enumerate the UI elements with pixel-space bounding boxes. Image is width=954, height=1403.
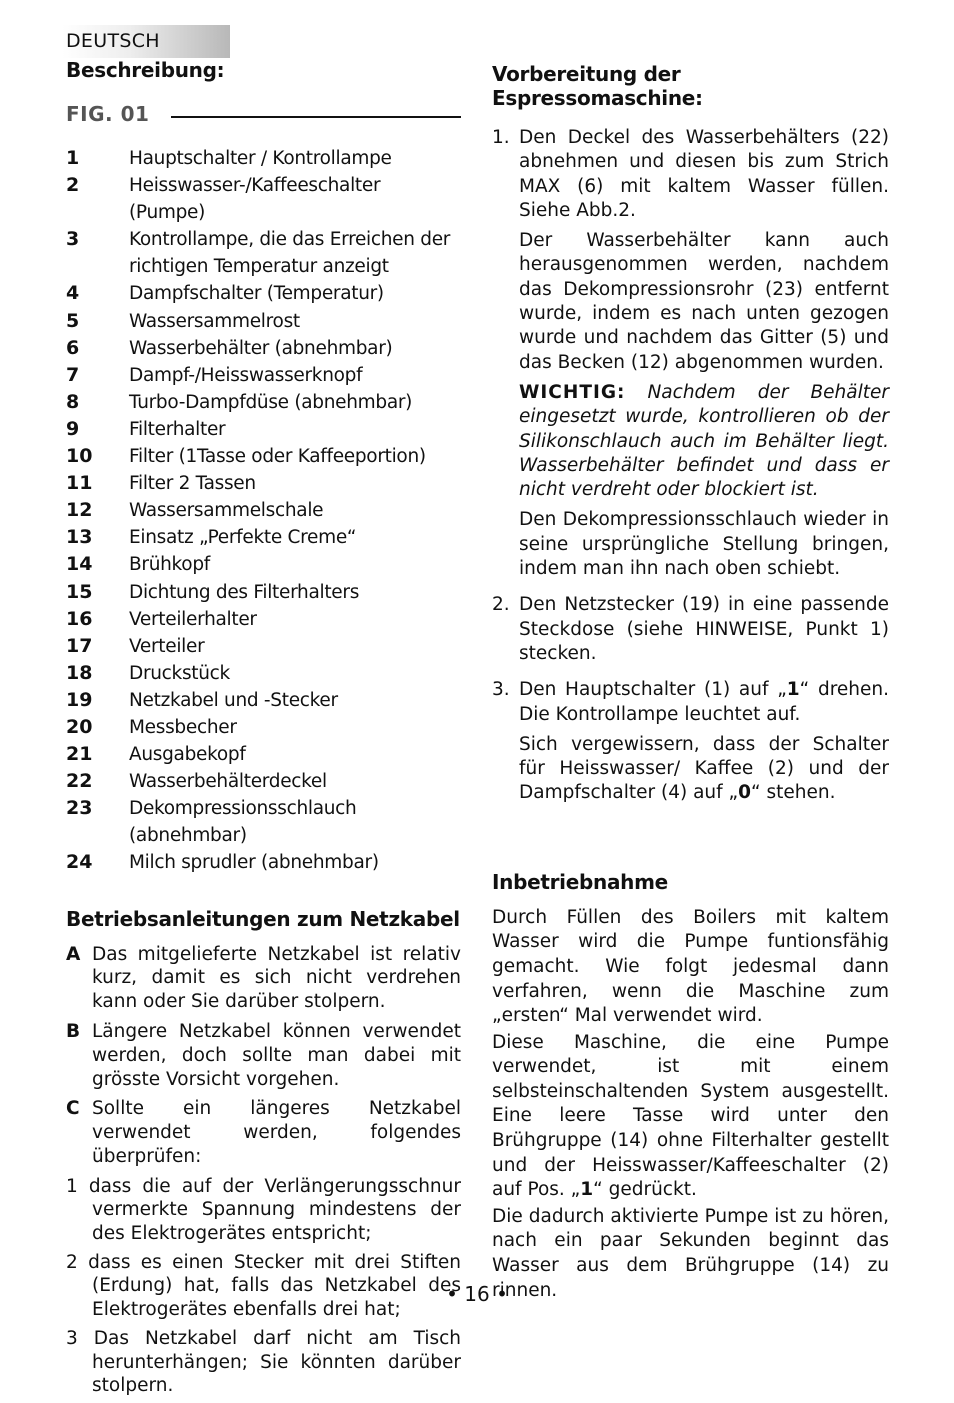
part-label: Wasserbehälter (abnehmbar)	[129, 337, 393, 359]
list-item	[66, 145, 461, 172]
list-item	[66, 524, 461, 551]
preparation-title: Vorbereitung der Espressomaschine:	[492, 62, 703, 110]
part-number: 15	[66, 580, 93, 603]
text-part: Den Hauptschalter (1) auf „	[519, 679, 787, 701]
part-number: 1	[66, 147, 80, 169]
check-item: 1 dass die auf der Verlängerungsschnur vermerkte Spannung mindestens der des Elektrogerätes entspricht;	[66, 1175, 461, 1244]
part-label: Druckstück	[129, 662, 230, 684]
step-2	[492, 593, 889, 672]
text-part: “ drehen. Die Kontrollampe leuchtet auf.	[519, 679, 889, 725]
page-number: • 16 •	[446, 1282, 508, 1306]
step-number: 1.	[492, 127, 510, 148]
part-number: 11	[66, 472, 93, 495]
step-text	[519, 733, 889, 806]
part-number: 21	[66, 743, 93, 766]
part-label: Filterhalter	[129, 418, 226, 440]
part-label: Turbo-Dampfdüse (abnehmbar)	[129, 391, 413, 413]
description-title: Beschreibung:	[66, 58, 225, 82]
part-label: Hauptschalter / Kontrollampe	[129, 148, 392, 169]
part-label: Dichtung des Filterhalters	[129, 581, 360, 603]
step-text: Den Netzstecker (19) in eine passende Steckdose (siehe HINWEISE, Punkt 1) stecken.	[519, 594, 889, 664]
step-text: Den Deckel des Wasserbehälters (22) abnehmen und diesen bis zum Strich MAX (6) mit kaltem Wasser füllen. Siehe Abb.2.	[519, 127, 889, 221]
part-number: 18	[66, 661, 93, 684]
part-number: 17	[66, 634, 93, 657]
part-number: 19	[66, 688, 93, 711]
step-text	[519, 678, 889, 727]
figure-rule	[171, 116, 461, 118]
list-item	[66, 633, 461, 660]
list-item	[66, 795, 461, 849]
important-text: Nachdem der Behälter eingesetzt wurde, kontrollieren ob der Silikonschlauch auch im Behälter liegt. Wasserbehälter befindet und dass er nicht verdreht oder blockiert ist.	[519, 381, 889, 501]
list-item	[66, 280, 461, 307]
switch-value: 1	[580, 1179, 594, 1201]
step-1	[492, 126, 889, 587]
startup-paragraph: Durch Füllen des Boilers mit kaltem Wasser wird die Pumpe funtionsfähig gemacht. Wie folgt jedesmal dann verfahren, wenn die Maschine zum „ersten“ Mal verwendet wird.	[492, 906, 889, 1027]
part-number: 12	[66, 499, 93, 522]
language-tab: DEUTSCH	[62, 25, 230, 58]
text-part: “ stehen.	[751, 782, 836, 804]
power-cord-instructions	[66, 943, 461, 1398]
step-body	[519, 126, 889, 587]
item-letter: C	[66, 1098, 80, 1120]
part-label: Einsatz „Perfekte Creme“	[129, 527, 357, 549]
part-number: 24	[66, 851, 93, 874]
switch-value: 1	[786, 679, 800, 701]
left-column	[66, 58, 461, 1403]
part-number: 6	[66, 336, 80, 359]
item-letter: A	[66, 943, 81, 965]
part-label: Wassersammelrost	[129, 310, 300, 332]
list-item	[66, 362, 461, 389]
part-number: 23	[66, 797, 93, 820]
switch-value: 0	[738, 782, 751, 804]
list-item	[66, 1020, 461, 1091]
part-label: Netzkabel und -Stecker	[129, 689, 338, 711]
item-letter: B	[66, 1020, 81, 1042]
list-item	[66, 416, 461, 443]
important-keyword: WICHTIG:	[519, 381, 626, 403]
figure-heading	[66, 102, 461, 126]
list-item	[66, 741, 461, 768]
item-text: Sollte ein längeres Netzkabel verwendet werden, folgendes überprüfen:	[92, 1098, 461, 1167]
list-item	[66, 443, 461, 470]
item-text: Längere Netzkabel können verwendet werden, doch sollte man dabei mit grösste Vorsicht vorgehen.	[92, 1020, 461, 1090]
list-item	[66, 226, 461, 280]
list-item	[66, 497, 461, 524]
part-number: 7	[66, 363, 80, 386]
list-item	[66, 579, 461, 606]
part-label: Dampfschalter (Temperatur)	[129, 283, 384, 305]
list-item	[66, 660, 461, 687]
part-label: Heisswasser-/Kaffeeschalter (Pumpe)	[129, 175, 381, 224]
list-item	[66, 768, 461, 795]
text-part: Sich vergewissern, dass der Schalter für Heisswasser/ Kaffee (2) und der Dampfschalter (4) auf „	[519, 733, 889, 804]
list-item	[66, 687, 461, 714]
list-item	[66, 470, 461, 497]
startup-paragraph: Die dadurch aktivierte Pumpe ist zu hören, nach ein paar Sekunden beginnt das Wasser aus dem Brühgruppe (14) zu rinnen.	[492, 1205, 889, 1301]
text-part: Diese Maschine, die eine Pumpe verwendet, ist mit einem selbsteinschaltenden System ausgestellt. Eine leere Tasse wird unter den Brühgruppe (14) ohne Filterhalter gestellt und der Heisswasser/Kaffeeschalter (2) auf Pos. „	[492, 1031, 889, 1201]
list-item	[66, 943, 461, 1014]
part-label: Verteilerhalter	[129, 608, 257, 630]
check-item: 2 dass es einen Stecker mit drei Stiften (Erdung) hat, falls das Netzkabel des Elektrogerätes ebenfalls drei hat;	[66, 1251, 461, 1320]
text-part: “ gedrückt.	[593, 1179, 697, 1201]
step-number: 3.	[492, 679, 510, 701]
step-body	[519, 678, 889, 811]
part-label: Filter (1Tasse oder Kaffeeportion)	[129, 446, 426, 468]
startup-paragraph	[492, 1031, 889, 1203]
part-label: Dampf-/Heisswasserknopf	[129, 364, 363, 386]
part-label: Wasserbehälterdeckel	[129, 771, 327, 793]
list-item	[66, 1097, 461, 1168]
check-item: 3 Das Netzkabel darf nicht am Tisch herunterhängen; Sie könnten darüber stolpern.	[66, 1328, 461, 1396]
part-number: 13	[66, 526, 93, 549]
step-3	[492, 678, 889, 811]
power-cord-title: Betriebsanleitungen zum Netzkabel	[66, 906, 460, 931]
list-item	[66, 308, 461, 335]
part-label: Ausgabekopf	[129, 744, 246, 766]
list-item	[66, 606, 461, 633]
startup-title: Inbetriebnahme	[492, 869, 668, 894]
parts-list	[66, 145, 461, 877]
list-item	[66, 335, 461, 362]
important-note	[519, 381, 889, 502]
list-item	[66, 714, 461, 741]
step-number: 2.	[492, 594, 510, 616]
part-number: 10	[66, 445, 93, 468]
part-number: 16	[66, 607, 93, 630]
part-label: Kontrollampe, die das Erreichen der richtigen Temperatur anzeigt	[129, 229, 451, 278]
figure-label: FIG. 01	[66, 102, 150, 126]
part-label: Filter 2 Tassen	[129, 473, 256, 495]
part-label: Messbecher	[129, 716, 237, 738]
step-text: Den Dekompressionsschlauch wieder in seine ursprüngliche Stellung bringen, indem man ihn nach oben schiebt.	[519, 509, 889, 580]
step-text: Der Wasserbehälter kann auch herausgenommen werden, nachdem das Dekompressionsrohr (23) entfernt wurde, indem es nach unten gezogen wurde und nachdem das Gitter (5) und das Becken (12) abgenommen wurden.	[519, 230, 889, 373]
part-number: 4	[66, 282, 80, 305]
part-number: 8	[66, 390, 80, 413]
list-item	[66, 389, 461, 416]
list-item	[66, 172, 461, 226]
preparation-steps	[492, 126, 889, 812]
list-item	[66, 551, 461, 578]
part-label: Dekompressionsschlauch (abnehmbar)	[129, 798, 357, 847]
part-label: Verteiler	[129, 635, 205, 657]
part-number: 14	[66, 553, 93, 576]
part-number: 20	[66, 715, 93, 738]
part-label: Wassersammelschale	[129, 500, 324, 522]
part-number: 22	[66, 770, 93, 793]
item-text: Das mitgelieferte Netzkabel ist relativ kurz, damit es sich nicht verdrehen kann oder Sie darüber stolpern.	[92, 943, 461, 1013]
part-label: Brühkopf	[129, 554, 210, 576]
list-item	[66, 849, 461, 876]
part-label: Milch sprudler (abnehmbar)	[129, 852, 379, 874]
part-number: 5	[66, 309, 80, 332]
step-body	[519, 593, 889, 672]
right-column	[492, 58, 889, 1303]
part-number: 2	[66, 174, 80, 197]
part-number: 3	[66, 228, 80, 251]
part-number: 9	[66, 417, 80, 440]
